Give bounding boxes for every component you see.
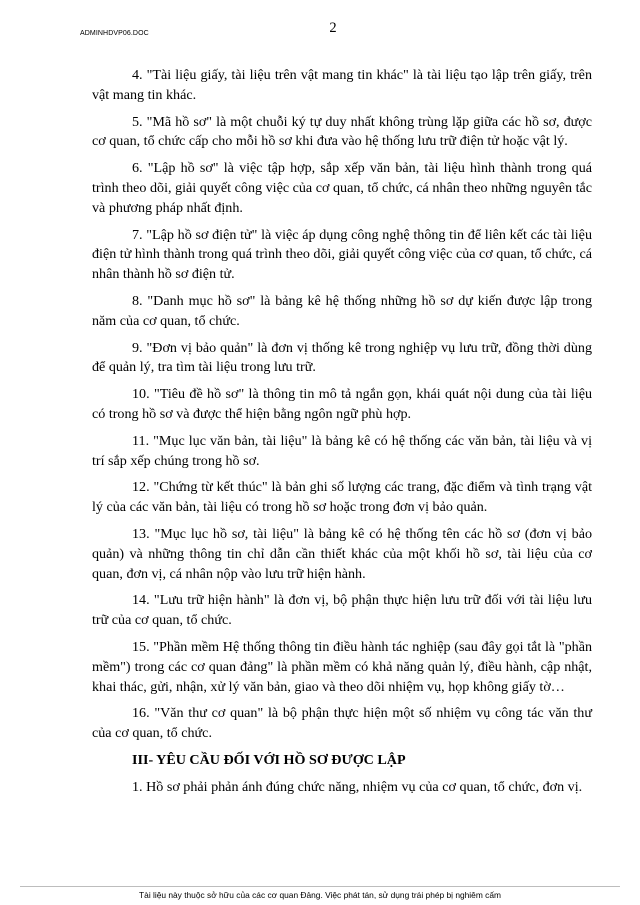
paragraph-item-11: 11. "Mục lục văn bản, tài liệu" là bảng kê có hệ thống các văn bản, tài liệu và vị trí sắp xếp chúng trong hồ sơ. (92, 432, 592, 469)
footer-divider (20, 886, 620, 887)
paragraph-item-13: 13. "Mục lục hồ sơ, tài liệu" là bảng kê có hệ thống tên các hồ sơ (đơn vị bảo quản) và những thông tin chỉ dẫn cần thiết khác của một khối hồ sơ, tài liệu của cơ quan, đơn vị, cá nhân nộp vào lưu trữ hiện hành. (92, 525, 592, 582)
paragraph-item-15: 15. "Phần mềm Hệ thống thông tin điều hành tác nghiệp (sau đây gọi tắt là "phần mềm") trong các cơ quan đảng" là phần mềm có khả năng quản lý, điều hành, cập nhật, khai thác, gửi, nhận, xử lý văn bản, giao và theo dõi nhiệm vụ, họp không giấy tờ… (92, 638, 592, 695)
paragraph-item-9: 9. "Đơn vị bảo quản" là đơn vị thống kê trong nghiệp vụ lưu trữ, đồng thời dùng để quản lý, tra tìm tài liệu trong lưu trữ. (92, 339, 592, 376)
paragraph-item-14: 14. "Lưu trữ hiện hành" là đơn vị, bộ phận thực hiện lưu trữ đối với tài liệu lưu trữ của cơ quan, tổ chức. (92, 592, 592, 629)
paragraph-item-7: 7. "Lập hồ sơ điện tử" là việc áp dụng công nghệ thông tin để liên kết các tài liệu điện tử hình thành trong quá trình theo dõi, giải quyết công việc của cơ quan, tổ chức, cá nhân thành hồ sơ điện tử. (92, 226, 592, 283)
document-body (92, 66, 592, 805)
paragraph-item-16: 16. "Văn thư cơ quan" là bộ phận thực hiện một số nhiệm vụ công tác văn thư của cơ quan, tổ chức. (92, 705, 592, 742)
section-heading: III- YÊU CẦU ĐỐI VỚI HỒ SƠ ĐƯỢC LẬP (132, 751, 406, 768)
paragraph-item-4: 4. "Tài liệu giấy, tài liệu trên vật mang tin khác" là tài liệu tạo lập trên giấy, trên vật mang tin khác. (92, 67, 592, 103)
section-paragraph-1: 1. Hồ sơ phải phản ánh đúng chức năng, nhiệm vụ của cơ quan, tổ chức, đơn vị. (132, 778, 583, 795)
footer-notice: Tài liệu này thuộc sở hữu của các cơ quan Đảng. Việc phát tán, sử dụng trái phép bị nghiêm cấm (139, 890, 501, 900)
paragraph-item-10: 10. "Tiêu đề hồ sơ" là thông tin mô tả ngắn gọn, khái quát nội dung của tài liệu có trong hồ sơ và được thể hiện bằng ngôn ngữ phù hợp. (92, 386, 592, 422)
paragraph-item-12: 12. "Chứng từ kết thúc" là bản ghi số lượng các trang, đặc điểm và tình trạng vật lý của các văn bản, tài liệu có trong hồ sơ hoặc trong đơn vị bảo quản. (92, 479, 592, 516)
document-file-name: ADMINHDVP06.DOC (80, 30, 149, 37)
paragraph-item-6: 6. "Lập hồ sơ" là việc tập hợp, sắp xếp văn bản, tài liệu hình thành trong quá trình theo dõi, giải quyết công việc của cơ quan, tổ chức, cá nhân theo những nguyên tắc và phương pháp nhất định. (92, 160, 592, 216)
paragraph-item-8: 8. "Danh mục hồ sơ" là bảng kê hệ thống những hồ sơ dự kiến được lập trong năm của cơ quan, tổ chức. (92, 292, 592, 329)
page-number: 2 (329, 20, 337, 36)
paragraph-item-5: 5. "Mã hồ sơ" là một chuỗi ký tự duy nhất không trùng lặp giữa các hồ sơ, được cơ quan, tổ chức cấp cho mỗi hồ sơ khi đưa vào hệ thống lưu trữ điện tử hoặc vật lý. (92, 113, 592, 150)
